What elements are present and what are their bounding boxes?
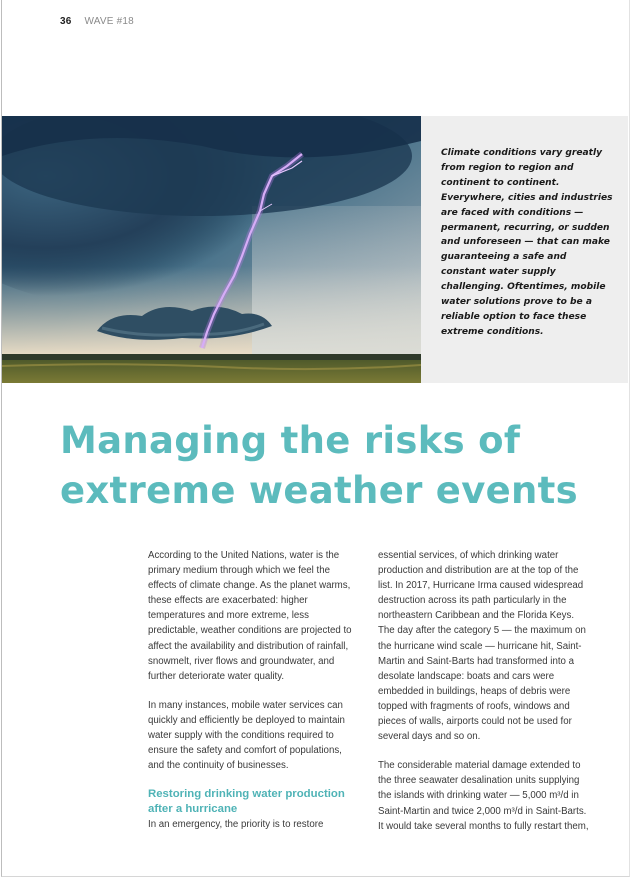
page-header: [60, 16, 134, 27]
intro-box: [421, 116, 628, 383]
storm-photo: [2, 116, 421, 383]
paragraph-un-climate: According to the United Nations, water is the primary medium through which we feel the effects of climate change. As the planet warms, these effects are exacerbated: higher temperatures and more extreme, less predictable, weather conditions are projected to affect the availability and distribution of rainfall, snowmelt, river flows and groundwater, and further deteriorate water quality.: [148, 550, 352, 682]
paragraph-desalination: The considerable material damage extended to the three seawater desalination units supplying the islands with drinking water — 5,000 m³/d in Saint-Martin and twice 2,000 m³/d in Saint-Barts. It would take several months to fully restart them,: [378, 760, 589, 832]
article-column-left: [148, 548, 360, 832]
subheading-hurricane: Restoring drinking water production after a hurricane: [148, 788, 345, 816]
paragraph-emergency: In an emergency, the priority is to restore: [148, 818, 324, 830]
intro-text: Climate conditions vary greatly from region to region and continent to continent. Everywhere, cities and industries are faced with conditions — permanent, recurring, or sudden and unforeseen — that can make guaranteeing a safe and constant water supply challenging. Oftentimes, mobile water solutions prove to be a reliable option to face these extreme conditions.: [441, 148, 613, 337]
article-title: Managing the risks of extreme weather events: [60, 419, 578, 512]
issue-label: WAVE #18: [84, 16, 134, 27]
paragraph-irma: essential services, of which drinking water production and distribution are at the top of the list. In 2017, Hurricane Irma caused widespread destruction across its path particularly in the northeastern Caribbean and the Florida Keys. The day after the category 5 — the maximum on the hurricane wind scale — hurricane hit, Saint-Martin and Saint-Barts had transformed into a desolate landscape: boats and cars were embedded in buildings, heaps of debris were topped with fragments of roofs, windows and pieces of walls, airports could not be used for several days and so on.: [378, 550, 586, 743]
paragraph-mobile-water: In many instances, mobile water services can quickly and efficiently be deployed to maintain water supply with the conditions required to ensure the safety and comfort of populations, and the continuity of businesses.: [148, 699, 345, 772]
page-number: 36: [60, 16, 72, 27]
article-column-right: [378, 548, 590, 848]
